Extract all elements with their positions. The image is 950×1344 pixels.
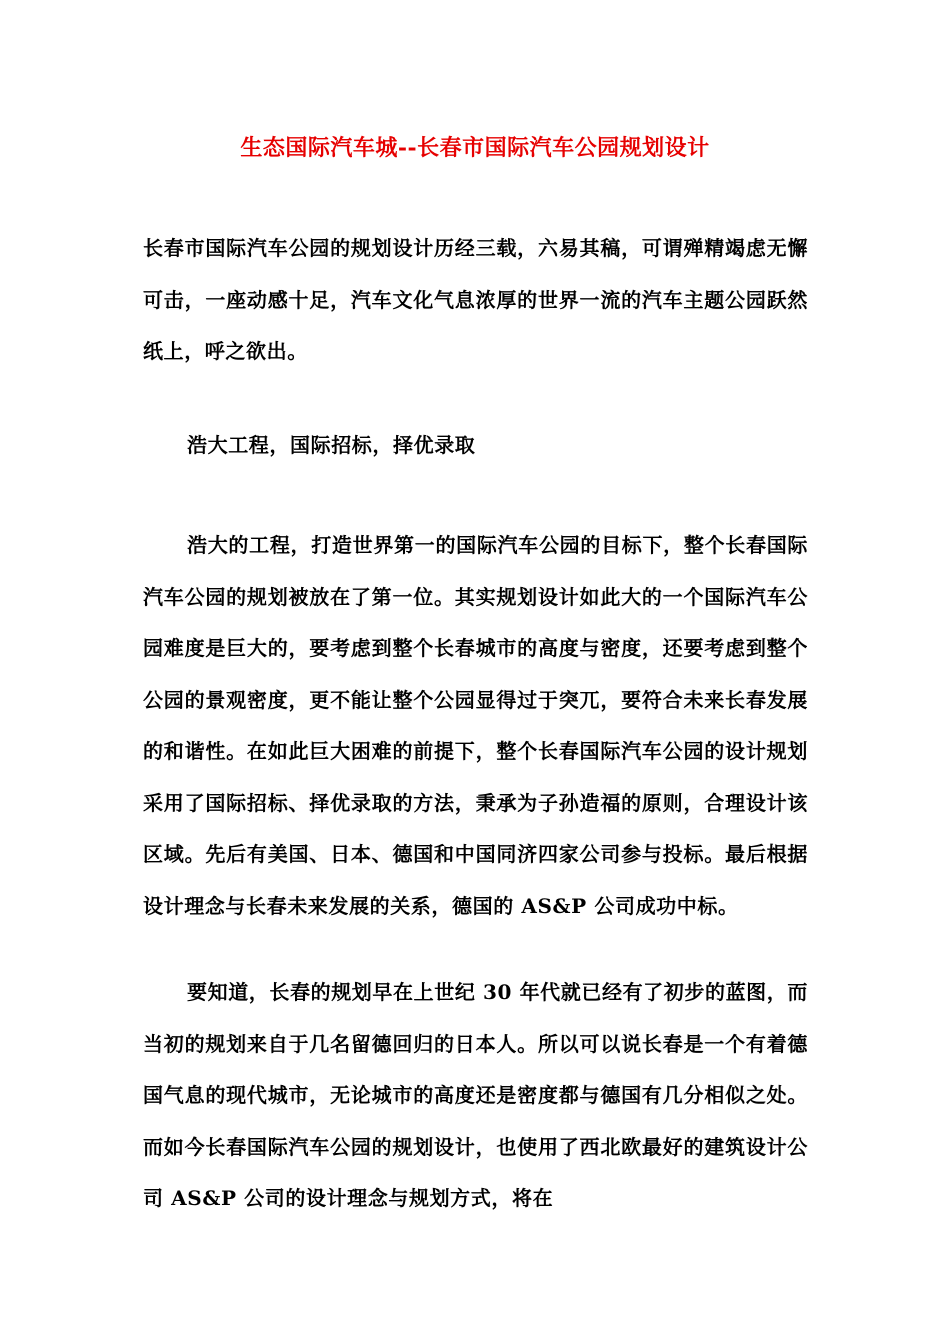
intro-paragraph: 长春市国际汽车公园的规划设计历经三载，六易其稿，可谓殚精竭虑无懈可击，一座动感十足，汽车文化气息浓厚的世界一流的汽车主题公园跃然纸上，呼之欲出。: [143, 236, 808, 363]
body-paragraph-2: 要知道，长春的规划早在上世纪 30 年代就已经有了初步的蓝图，而当初的规划来自于几名留德回归的日本人。所以可以说长春是一个有着德国气息的现代城市，无论城市的高度还是密度都与德国有几分相似之处。而如今长春国际汽车公园的规划设计，也使用了西北欧最好的建筑设计公司 AS&P 公司的设计理念与规划方式，将在: [143, 980, 808, 1210]
document-title: 生态国际汽车城--长春市国际汽车公园规划设计: [240, 135, 710, 161]
section-heading: 浩大工程，国际招标，择优录取: [187, 433, 476, 457]
body-paragraph-1: 浩大的工程，打造世界第一的国际汽车公园的目标下，整个长春国际汽车公园的规划被放在了第一位。其实规划设计如此大的一个国际汽车公园难度是巨大的，要考虑到整个长春城市的高度与密度，还要考虑到整个公园的景观密度，更不能让整个公园显得过于突兀，要符合未来长春发展的和谐性。在如此巨大困难的前提下，整个长春国际汽车公园的设计规划采用了国际招标、择优录取的方法，秉承为子孙造福的原则，合理设计该区域。先后有美国、日本、德国和中国同济四家公司参与投标。最后根据设计理念与长春未来发展的关系，德国的 AS&P 公司成功中标。: [143, 533, 808, 918]
